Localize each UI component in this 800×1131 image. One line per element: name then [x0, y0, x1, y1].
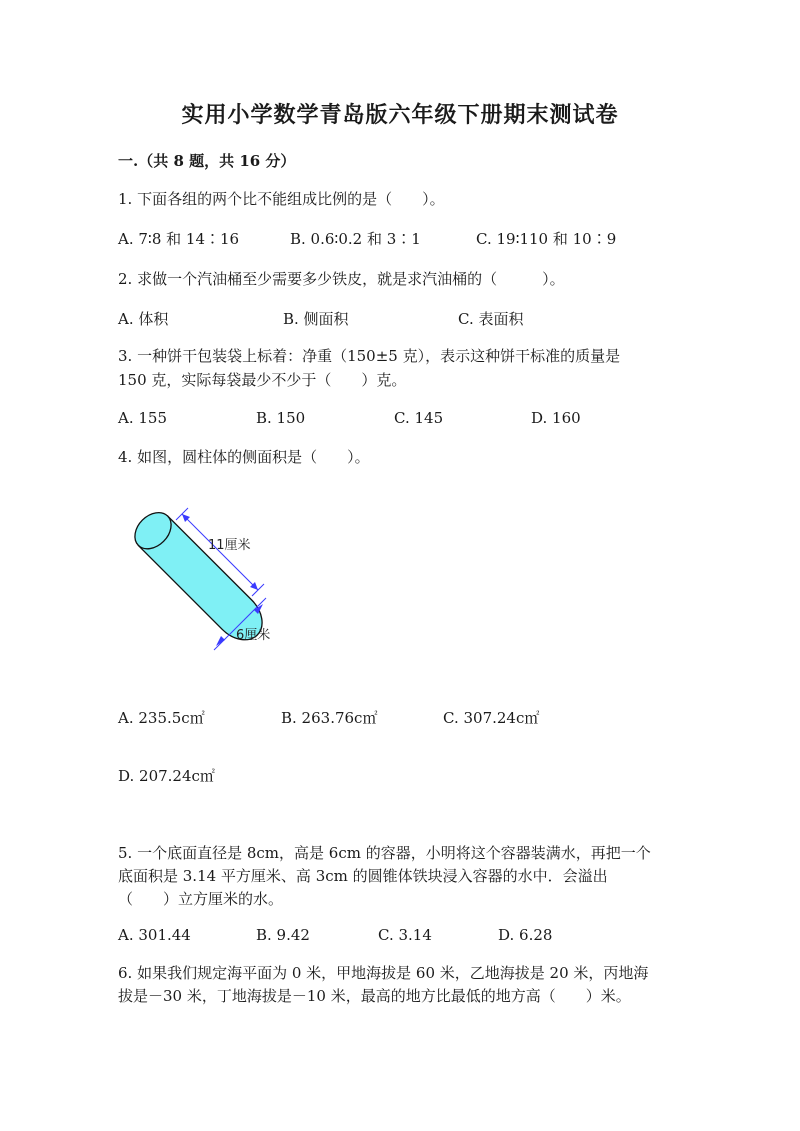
question-3-text-line-2: 150 克，实际每袋最少不少于（ ）克。 — [118, 371, 407, 389]
q5-option-b: B. 9.42 — [256, 926, 310, 944]
question-1-text: 1. 下面各组的两个比不能组成比例的是（ ）。 — [118, 190, 445, 208]
question-6-text-line-1: 6. 如果我们规定海平面为 0 米，甲地海拔是 60 米，乙地海拔是 20 米，丙地海 — [118, 964, 649, 982]
q1-option-a: A. 7∶8 和 14∶16 — [118, 230, 240, 248]
q4-option-b: B. 263.76c㎡ — [281, 709, 378, 727]
length-label: 11厘米 — [208, 538, 251, 553]
question-4-text: 4. 如图，圆柱体的侧面积是（ ）。 — [118, 448, 370, 466]
q3-option-b: B. 150 — [256, 409, 306, 427]
q3-option-d: D. 160 — [531, 409, 581, 427]
q3-option-a: A. 155 — [118, 409, 167, 427]
q5-option-c: C. 3.14 — [378, 926, 432, 944]
question-2-text: 2. 求做一个汽油桶至少需要多少铁皮，就是求汽油桶的（ ）。 — [118, 270, 565, 288]
question-3-text-line-1: 3. 一种饼干包装袋上标着：净重（150±5 克），表示这种饼干标准的质量是 — [118, 347, 621, 365]
q2-option-c: C. 表面积 — [458, 310, 524, 328]
q5-option-a: A. 301.44 — [118, 926, 191, 944]
cylinder-figure — [118, 500, 298, 660]
q2-option-a: A. 体积 — [118, 310, 169, 328]
question-5-text-line-3: （ ）立方厘米的水。 — [118, 890, 284, 908]
question-5-text-line-2: 底面积是 3.14 平方厘米、高 3cm 的圆锥体铁块浸入容器的水中．会溢出 — [118, 867, 608, 885]
q2-option-b: B. 侧面积 — [283, 310, 349, 328]
page-title: 实用小学数学青岛版六年级下册期末测试卷 — [181, 102, 619, 128]
q1-option-c: C. 19∶110 和 10∶9 — [476, 230, 617, 248]
section-heading: 一.（共 8 题，共 16 分） — [118, 152, 296, 170]
cylinder-diagram — [118, 500, 298, 660]
q4-option-a: A. 235.5c㎡ — [118, 709, 205, 727]
q1-option-b: B. 0.6∶0.2 和 3∶1 — [290, 230, 421, 248]
q4-option-c: C. 307.24c㎡ — [443, 709, 540, 727]
question-6-text-line-2: 拔是－30 米，丁地海拔是－10 米，最高的地方比最低的地方高（ ）米。 — [118, 987, 631, 1005]
diameter-label: 6厘米 — [236, 628, 271, 643]
q5-option-d: D. 6.28 — [498, 926, 553, 944]
q3-option-c: C. 145 — [394, 409, 444, 427]
q4-option-d: D. 207.24c㎡ — [118, 767, 215, 785]
question-5-text-line-1: 5. 一个底面直径是 8cm，高是 6cm 的容器，小明将这个容器装满水，再把一个 — [118, 844, 651, 862]
